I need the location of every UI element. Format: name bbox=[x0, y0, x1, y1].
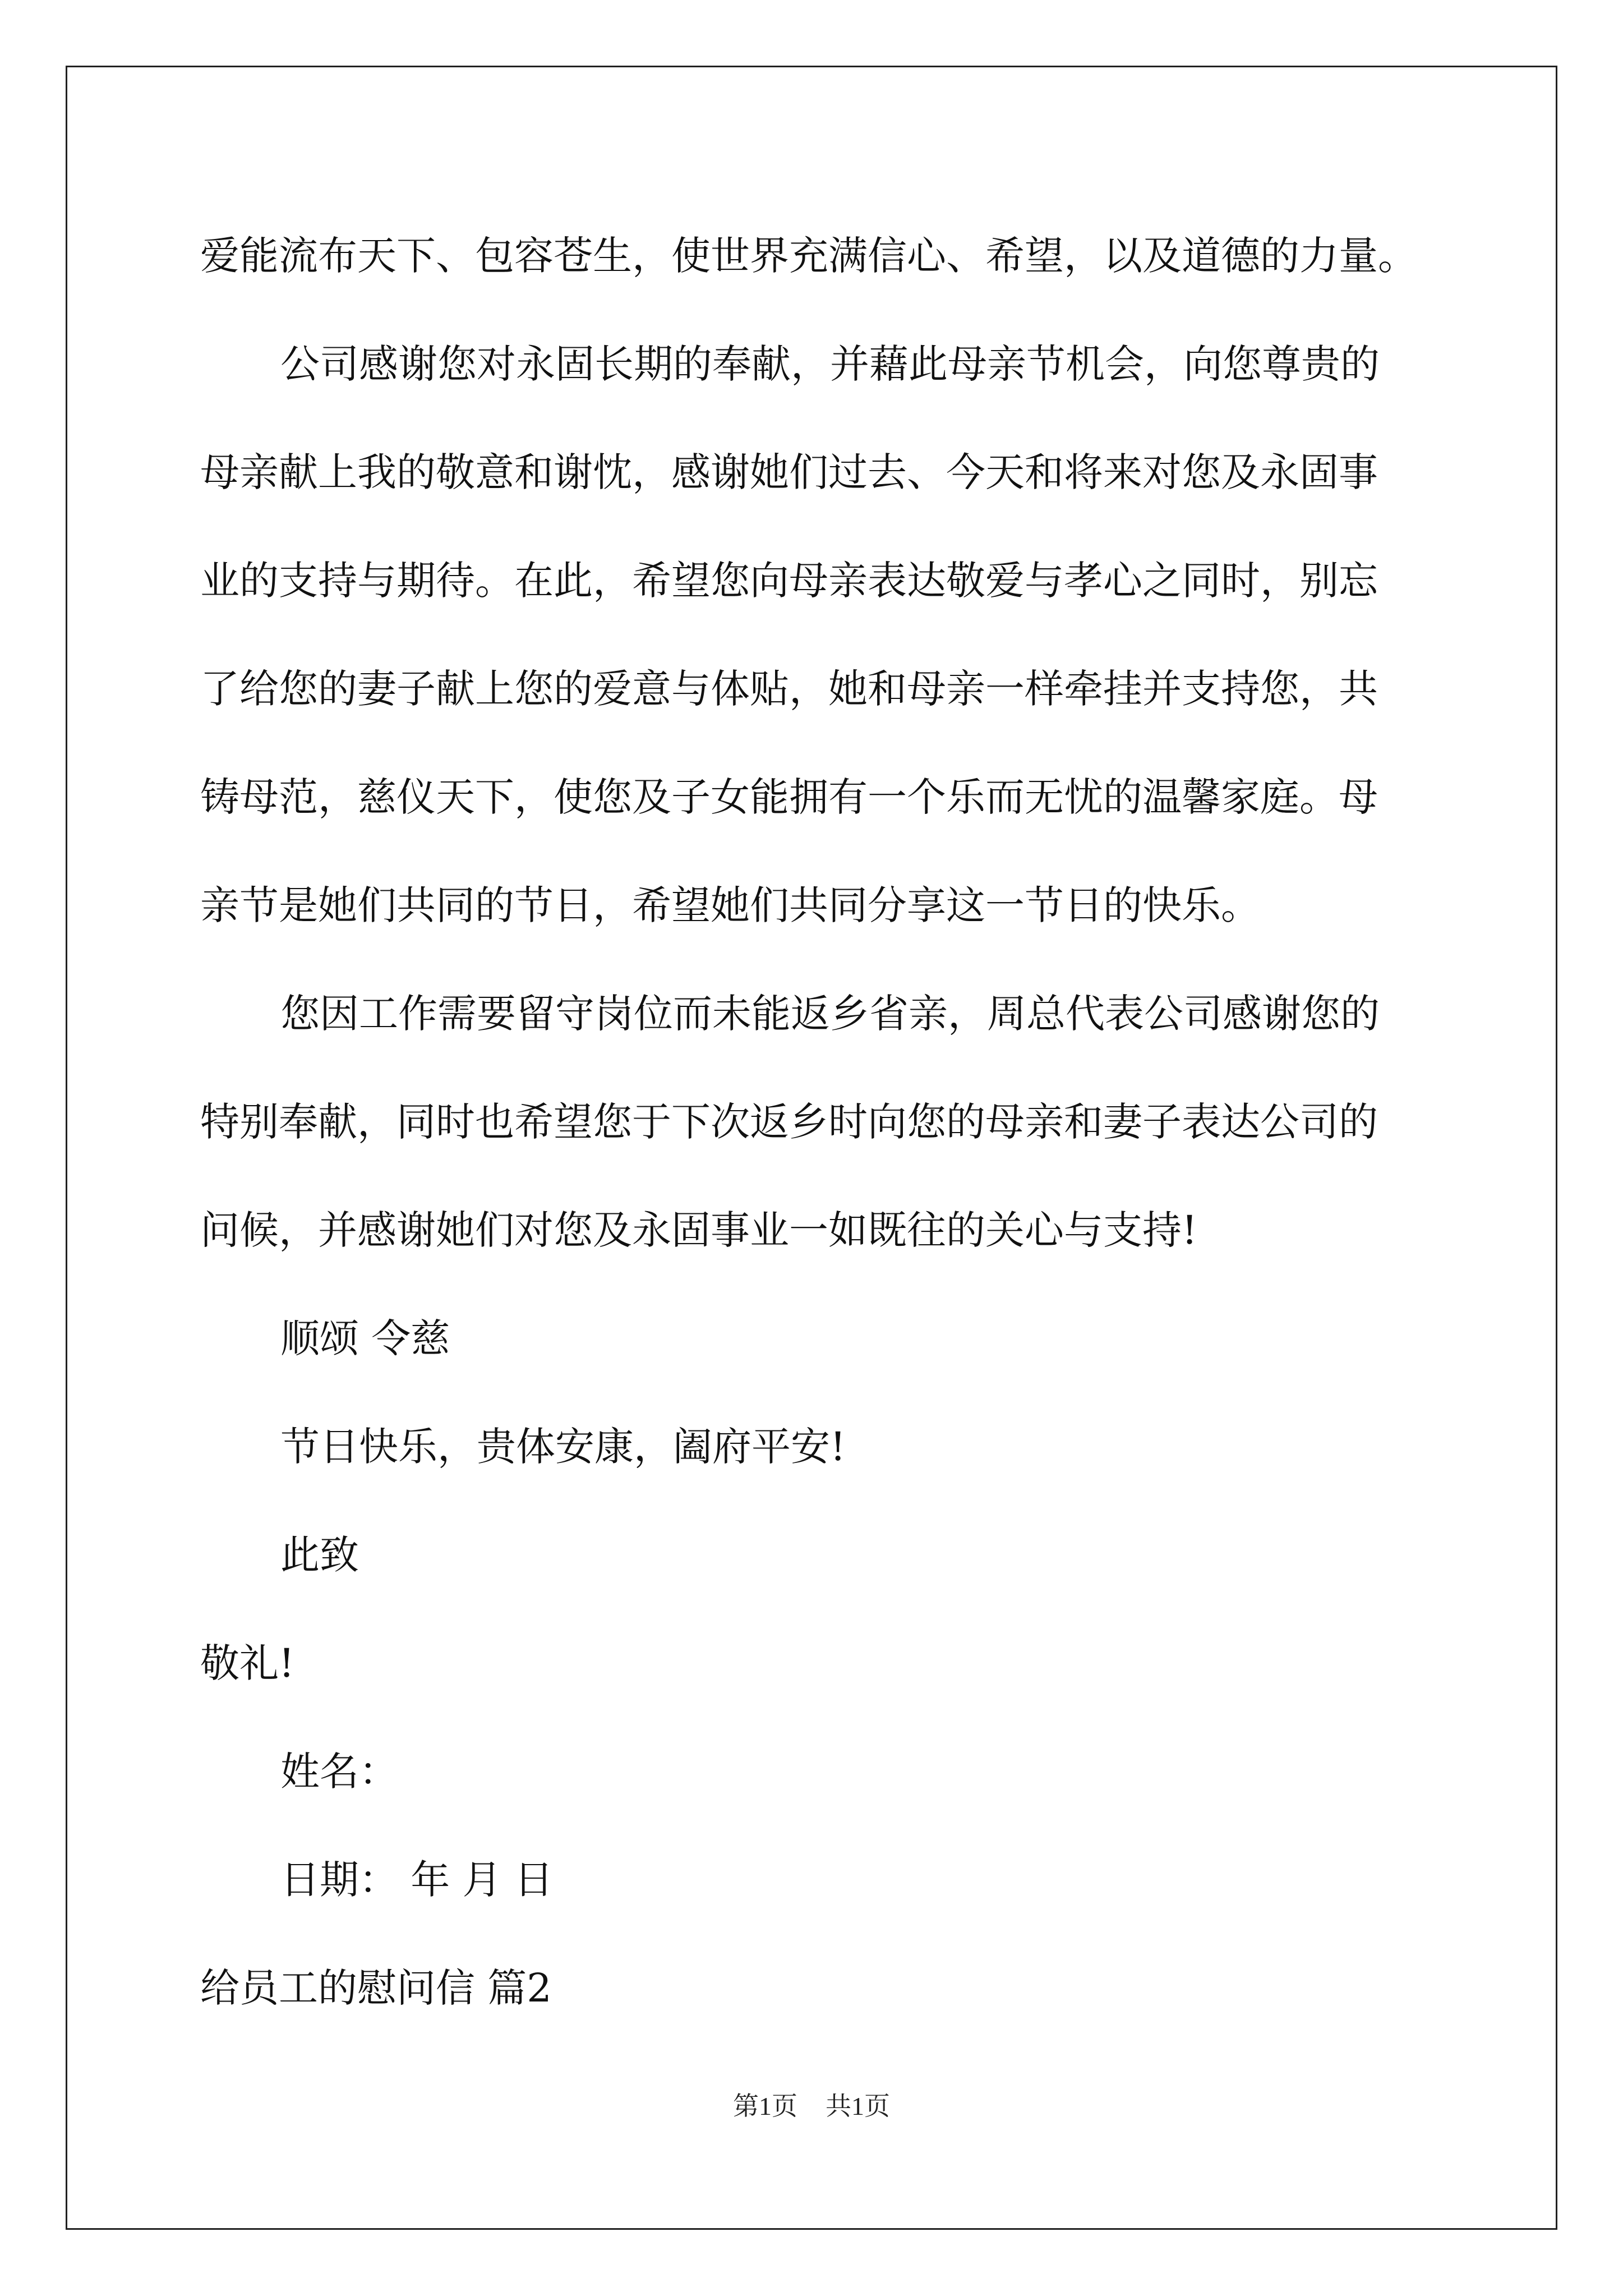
text-line-1: 爱能流布天下、包容苍生，使世界充满信心、希望，以及道德的力量。 bbox=[200, 233, 1417, 279]
text-line-7: 亲节是她们共同的节日，希望她们共同分享这一节日的快乐。 bbox=[200, 882, 1260, 928]
text-line-6: 铸母范，慈仪天下，使您及子女能拥有一个乐而无忧的温馨家庭。母 bbox=[200, 774, 1378, 820]
text-line-3: 母亲献上我的敬意和谢忱，感谢她们过去、今天和将来对您及永固事 bbox=[200, 449, 1378, 495]
page-footer bbox=[0, 2090, 1623, 2123]
salutation-line: 顺颂 令慈 bbox=[280, 1315, 450, 1361]
date-field-label: 日期： 年 月 日 bbox=[280, 1857, 554, 1903]
regards-line: 敬礼! bbox=[200, 1640, 295, 1686]
text-line-5: 了给您的妻子献上您的爱意与体贴，她和母亲一样牵挂并支持您，共 bbox=[200, 666, 1378, 712]
section-heading: 给员工的慰问信 篇2 bbox=[200, 1965, 552, 2011]
name-field-label: 姓名： bbox=[280, 1749, 398, 1795]
text-line-10: 问候，并感谢她们对您及永固事业一如既往的关心与支持! bbox=[200, 1207, 1198, 1253]
text-line-9: 特别奉献，同时也希望您于下次返乡时向您的母亲和妻子表达公司的 bbox=[200, 1099, 1378, 1145]
document-body bbox=[200, 202, 1423, 2042]
text-line-2: 公司感谢您对永固长期的奉献，并藉此母亲节机会，向您尊贵的 bbox=[280, 341, 1380, 387]
closing-line: 此致 bbox=[280, 1532, 359, 1578]
page-number-total: 共1页 bbox=[826, 2092, 890, 2120]
page-number-current: 第1页 bbox=[733, 2092, 797, 2120]
text-line-4: 业的支持与期待。在此，希望您向母亲表达敬爱与孝心之同时，别忘 bbox=[200, 558, 1378, 604]
text-line-8: 您因工作需要留守岗位而未能返乡省亲，周总代表公司感谢您的 bbox=[280, 991, 1380, 1037]
wishes-line: 节日快乐，贵体安康，阖府平安! bbox=[280, 1424, 846, 1470]
